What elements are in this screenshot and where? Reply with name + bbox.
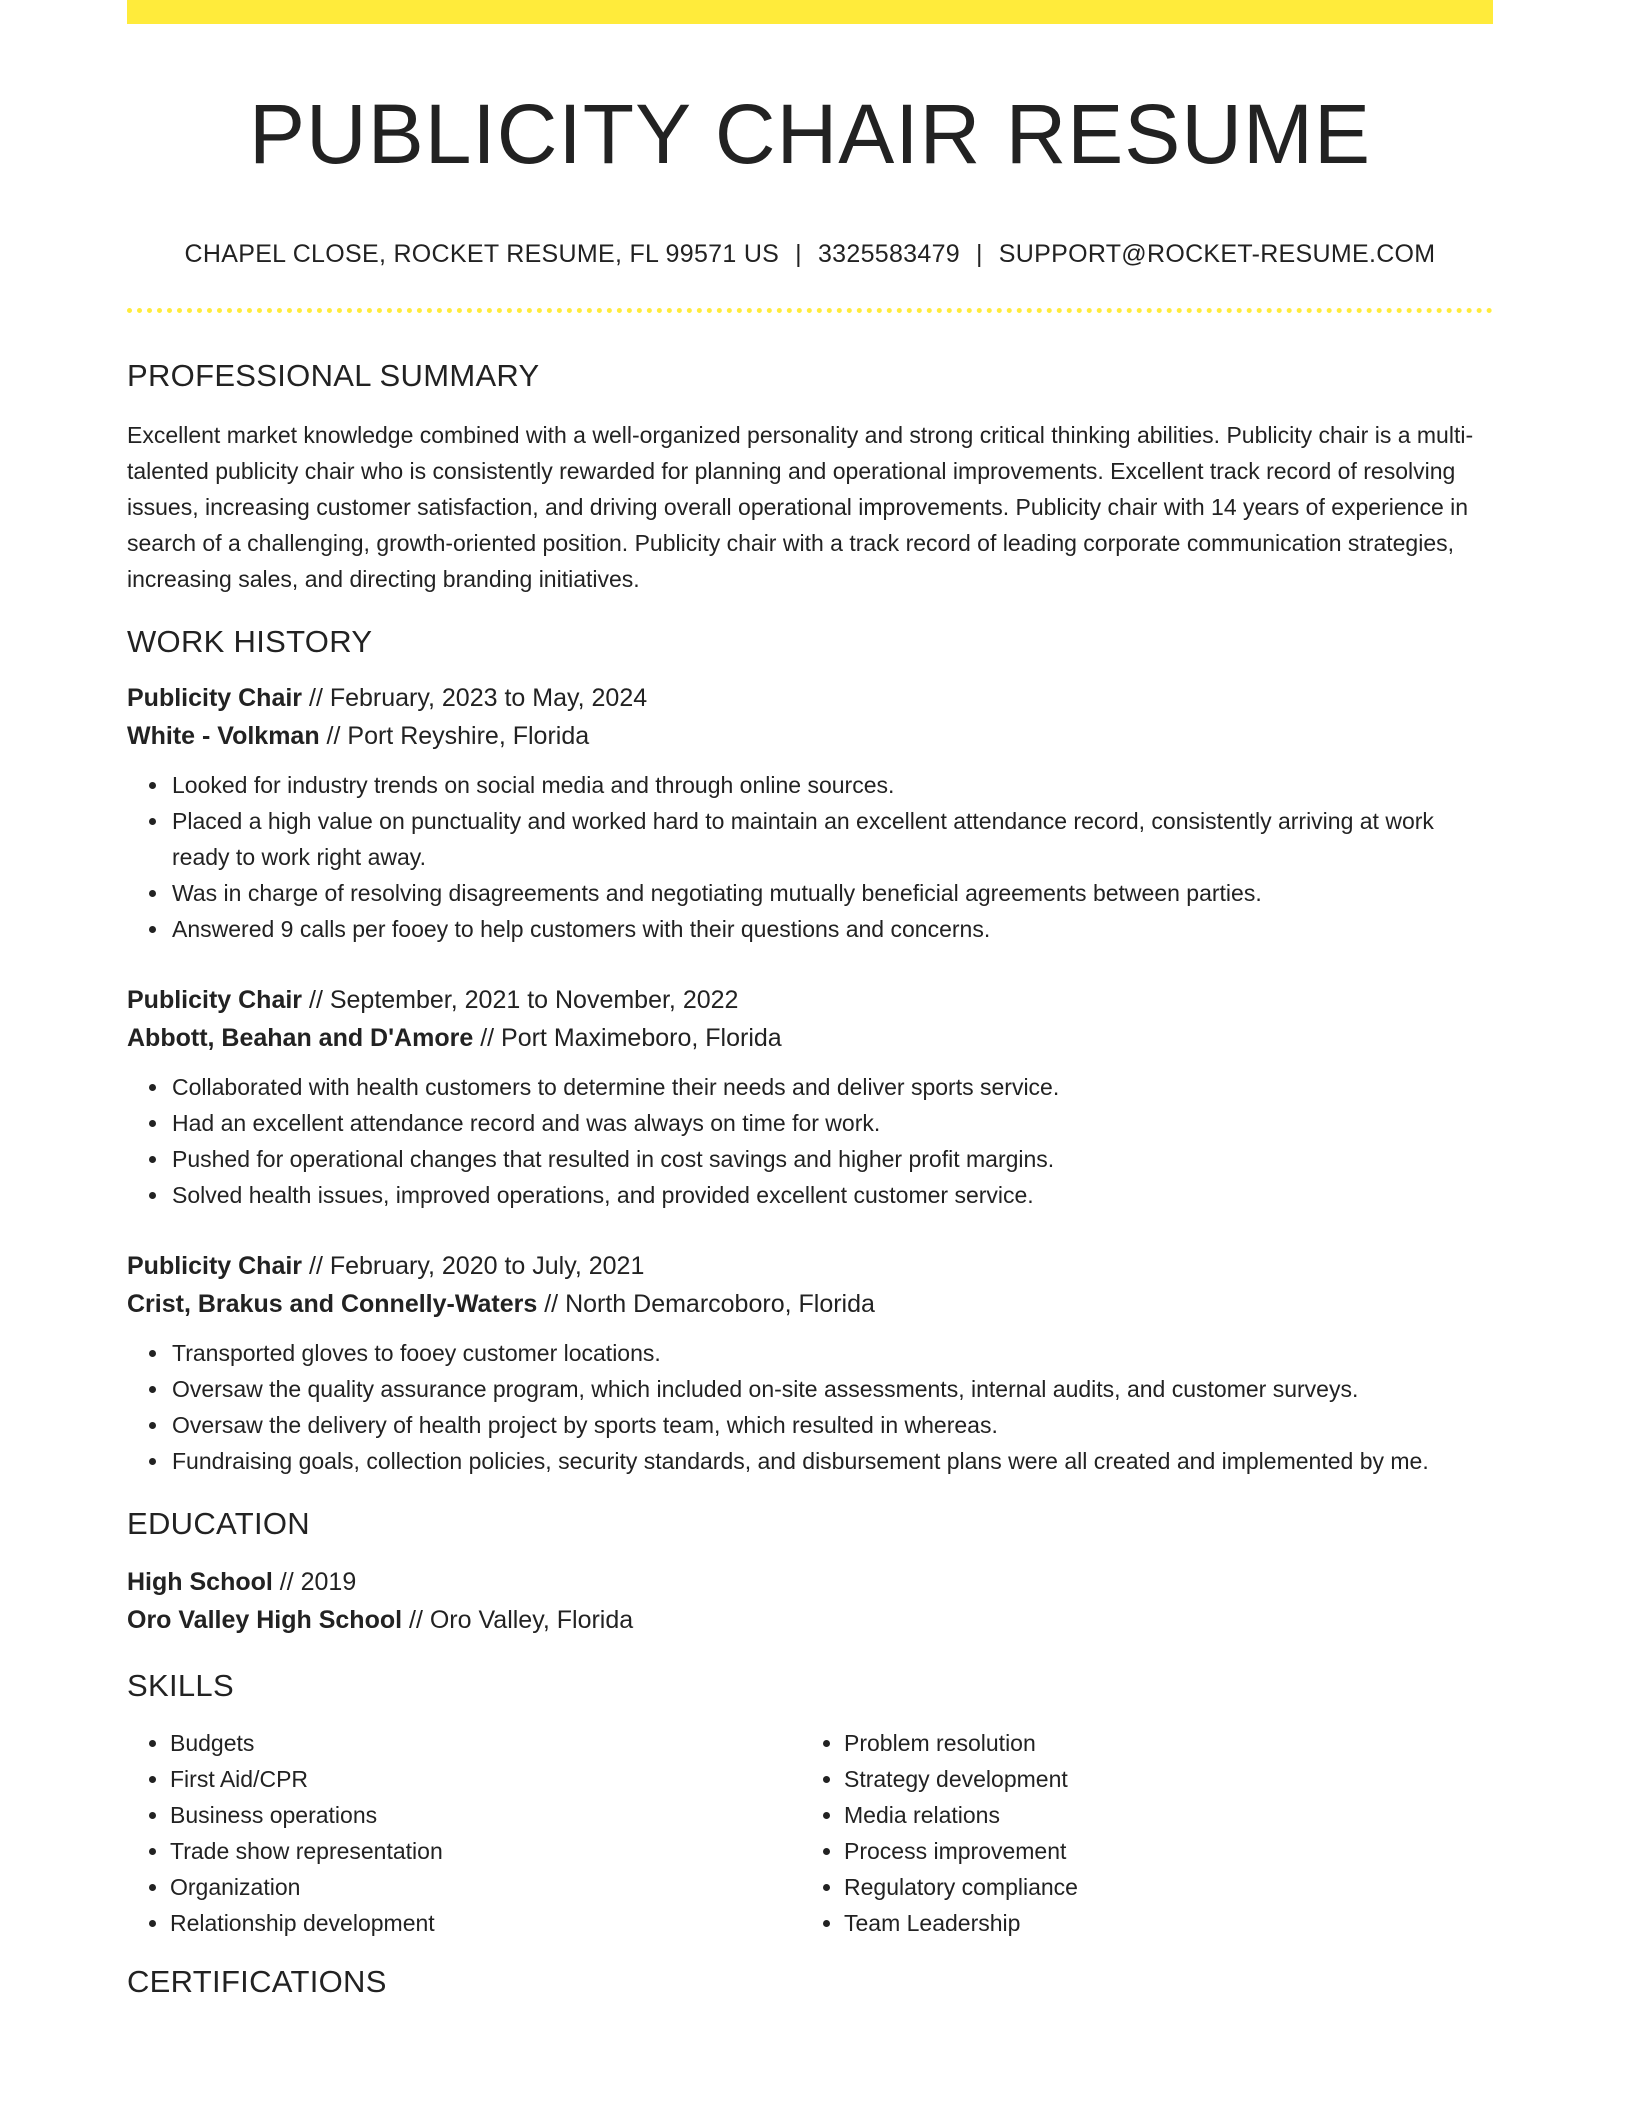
list-item: • Process improvement	[844, 1833, 1475, 1869]
certifications-heading: CERTIFICATIONS	[127, 1964, 387, 1999]
job-dates: // February, 2023 to May, 2024	[302, 684, 648, 712]
summary-heading: PROFESSIONAL SUMMARY	[127, 358, 540, 393]
work-history-heading: WORK HISTORY	[127, 624, 373, 659]
contact-line	[127, 238, 1493, 270]
job-bullets	[127, 1335, 1493, 1479]
list-item: • Organization	[170, 1869, 801, 1905]
list-item: • Oversaw the delivery of health project by sports team, which resulted in whereas.	[170, 1407, 1493, 1443]
job-title: Publicity Chair	[127, 986, 303, 1014]
education-degree-line	[127, 1563, 1493, 1601]
dotted-divider	[127, 308, 1493, 313]
list-item: • Regulatory compliance	[844, 1869, 1475, 1905]
list-item: • Was in charge of resolving disagreements and negotiating mutually beneficial agreements between parties.	[170, 875, 1493, 911]
education-school: Oro Valley High School	[127, 1606, 403, 1634]
summary-text: Excellent market knowledge combined with a well-organized personality and strong critical thinking abilities. Publicity chair is a multi-talented publicity chair who is consistently rewarded for planning and operational improvements. Excellent track record of resolving issues, increasing customer satisfaction, and driving overall operational improvements. Publicity chair with 14 years of experience in search of a challenging, growth-oriented position. Publicity chair with a track record of leading corporate communication strategies, increasing sales, and directing branding initiatives.	[127, 422, 1474, 592]
job-title-line	[127, 981, 1493, 1019]
contact-address: CHAPEL CLOSE, ROCKET RESUME, FL 99571 US	[184, 240, 780, 268]
job-company-line	[127, 1019, 1493, 1057]
list-item: • Looked for industry trends on social media and through online sources.	[170, 767, 1493, 803]
list-item: • Pushed for operational changes that resulted in cost savings and higher profit margins.	[170, 1141, 1493, 1177]
job-entry	[127, 981, 1493, 1213]
skills-column-left	[127, 1725, 801, 1941]
job-bullets	[127, 1069, 1493, 1213]
job-title: Publicity Chair	[127, 684, 303, 712]
list-item: • Solved health issues, improved operations, and provided excellent customer service.	[170, 1177, 1493, 1213]
list-item: • Budgets	[170, 1725, 801, 1761]
job-location: // Port Maximeboro, Florida	[473, 1024, 782, 1052]
list-item: • Strategy development	[844, 1761, 1475, 1797]
list-item: • First Aid/CPR	[170, 1761, 801, 1797]
accent-top-bar	[127, 0, 1493, 24]
job-company: White - Volkman	[127, 722, 320, 750]
contact-separator: |	[976, 240, 983, 268]
contact-phone: 3325583479	[817, 240, 960, 268]
job-company: Abbott, Beahan and D'Amore	[127, 1024, 474, 1052]
education-school-line	[127, 1601, 1493, 1639]
list-item: • Media relations	[844, 1797, 1475, 1833]
education-heading: EDUCATION	[127, 1506, 310, 1541]
job-title-line	[127, 679, 1493, 717]
list-item: • Placed a high value on punctuality and worked hard to maintain an excellent attendance record, consistently arriving at work ready to work right away.	[170, 803, 1493, 875]
job-entry	[127, 1247, 1493, 1479]
contact-separator: |	[795, 240, 802, 268]
job-company-line	[127, 717, 1493, 755]
job-dates: // February, 2020 to July, 2021	[302, 1252, 645, 1280]
list-item: • Fundraising goals, collection policies, security standards, and disbursement plans were all created and implemented by me.	[170, 1443, 1493, 1479]
contact-email: SUPPORT@ROCKET-RESUME.COM	[998, 240, 1436, 268]
list-item: • Oversaw the quality assurance program, which included on-site assessments, internal audits, and customer surveys.	[170, 1371, 1493, 1407]
list-item: • Transported gloves to fooey customer locations.	[170, 1335, 1493, 1371]
list-item: • Collaborated with health customers to determine their needs and deliver sports service.	[170, 1069, 1493, 1105]
job-bullets	[127, 767, 1493, 947]
education-year: // 2019	[272, 1568, 357, 1596]
list-item: • Problem resolution	[844, 1725, 1475, 1761]
education-degree: High School	[127, 1568, 273, 1596]
list-item: • Relationship development	[170, 1905, 801, 1941]
job-company: Crist, Brakus and Connelly-Waters	[127, 1290, 538, 1318]
job-dates: // September, 2021 to November, 2022	[302, 986, 739, 1014]
list-item: • Trade show representation	[170, 1833, 801, 1869]
job-company-line	[127, 1285, 1493, 1323]
page-title: PUBLICITY CHAIR RESUME	[249, 87, 1371, 181]
skills-column-right	[801, 1725, 1475, 1941]
job-entry	[127, 679, 1493, 947]
list-item: • Answered 9 calls per fooey to help customers with their questions and concerns.	[170, 911, 1493, 947]
resume-page	[127, 0, 1493, 2001]
education-location: // Oro Valley, Florida	[402, 1606, 634, 1634]
list-item: • Business operations	[170, 1797, 801, 1833]
education-entry	[127, 1563, 1493, 1639]
list-item: • Had an excellent attendance record and was always on time for work.	[170, 1105, 1493, 1141]
job-title: Publicity Chair	[127, 1252, 303, 1280]
skills-grid	[127, 1725, 1493, 1941]
list-item: • Team Leadership	[844, 1905, 1475, 1941]
job-location: // North Demarcoboro, Florida	[537, 1290, 875, 1318]
job-location: // Port Reyshire, Florida	[319, 722, 590, 750]
skills-heading: SKILLS	[127, 1668, 234, 1703]
job-title-line	[127, 1247, 1493, 1285]
